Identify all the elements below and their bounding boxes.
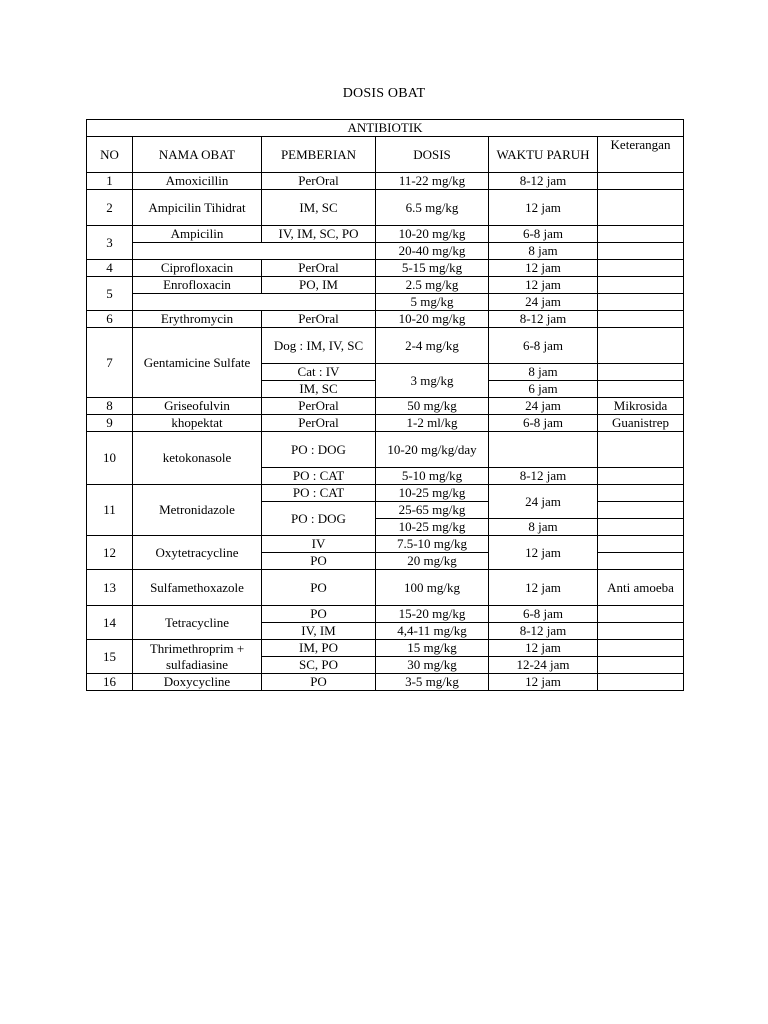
cell-no: 5 — [87, 277, 133, 311]
cell-ket — [598, 674, 684, 691]
cell-dosis: 50 mg/kg — [376, 398, 489, 415]
cell-ket — [598, 190, 684, 226]
cell-waktu: 12-24 jam — [489, 657, 598, 674]
cell-pemberian: IV, IM — [262, 623, 376, 640]
cell-waktu: 6-8 jam — [489, 415, 598, 432]
cell-waktu: 12 jam — [489, 190, 598, 226]
cell-ket — [598, 294, 684, 311]
cell-waktu: 24 jam — [489, 485, 598, 519]
cell-no: 3 — [87, 226, 133, 260]
cell-waktu: 8-12 jam — [489, 468, 598, 485]
cell-ket — [598, 623, 684, 640]
table-row — [87, 260, 684, 277]
table-row — [87, 485, 684, 502]
cell-waktu: 8-12 jam — [489, 623, 598, 640]
header-dosis: DOSIS — [376, 137, 489, 173]
page-title: DOSIS OBAT — [342, 86, 426, 101]
cell-dosis: 6.5 mg/kg — [376, 190, 489, 226]
table-row — [87, 536, 684, 553]
cell-ket — [598, 260, 684, 277]
cell-ket: Mikrosida — [598, 398, 684, 415]
cell-ket — [598, 640, 684, 657]
cell-waktu: 8 jam — [489, 243, 598, 260]
cell-waktu: 6 jam — [489, 381, 598, 398]
cell-nama: Sulfamethoxazole — [133, 570, 262, 606]
cell-dosis: 7.5-10 mg/kg — [376, 536, 489, 553]
cell-dosis: 20 mg/kg — [376, 553, 489, 570]
cell-no: 15 — [87, 640, 133, 674]
cell-no: 12 — [87, 536, 133, 570]
cell-no: 9 — [87, 415, 133, 432]
cell-ket — [598, 311, 684, 328]
cell-no: 6 — [87, 311, 133, 328]
cell-dosis: 4,4-11 mg/kg — [376, 623, 489, 640]
cell-ket — [598, 502, 684, 519]
table-row — [87, 190, 684, 226]
cell-waktu: 8-12 jam — [489, 173, 598, 190]
table-row — [87, 173, 684, 190]
table-row — [87, 226, 684, 243]
cell-nama: Tetracycline — [133, 606, 262, 640]
cell-waktu: 6-8 jam — [489, 328, 598, 364]
cell-nama: Enrofloxacin — [133, 277, 262, 294]
cell-nama: Oxytetracycline — [133, 536, 262, 570]
cell-waktu: 24 jam — [489, 398, 598, 415]
cell-pemberian: PO — [262, 553, 376, 570]
cell-dosis: 100 mg/kg — [376, 570, 489, 606]
cell-dosis: 25-65 mg/kg — [376, 502, 489, 519]
cell-pemberian: PO — [262, 570, 376, 606]
cell-nama: Doxycycline — [133, 674, 262, 691]
cell-dosis: 30 mg/kg — [376, 657, 489, 674]
cell-pemberian: PO, IM — [262, 277, 376, 294]
cell-nama: Erythromycin — [133, 311, 262, 328]
table-row — [87, 606, 684, 623]
cell-waktu: 6-8 jam — [489, 226, 598, 243]
cell-waktu: 12 jam — [489, 640, 598, 657]
header-row — [87, 137, 684, 173]
cell-ket — [598, 226, 684, 243]
header-nama-obat: NAMA OBAT — [133, 137, 262, 173]
cell-dosis: 10-25 mg/kg — [376, 519, 489, 536]
cell-ket — [598, 536, 684, 553]
table-row — [87, 432, 684, 468]
cell-nama: Metronidazole — [133, 485, 262, 536]
cell-pemberian: SC, PO — [262, 657, 376, 674]
cell-pemberian: IM, SC — [262, 190, 376, 226]
table-row — [87, 640, 684, 657]
cell-nama: Griseofulvin — [133, 398, 262, 415]
cell-ket — [598, 277, 684, 294]
cell-nama: Gentamicine Sulfate — [133, 328, 262, 398]
cell-nama: Amoxicillin — [133, 173, 262, 190]
cell-dosis: 2-4 mg/kg — [376, 328, 489, 364]
cell-dosis: 2.5 mg/kg — [376, 277, 489, 294]
cell-no: 1 — [87, 173, 133, 190]
table-row — [87, 294, 684, 311]
cell-empty — [133, 294, 376, 311]
cell-ket — [598, 243, 684, 260]
cell-empty — [133, 243, 376, 260]
cell-waktu: 12 jam — [489, 570, 598, 606]
cell-waktu: 12 jam — [489, 674, 598, 691]
cell-dosis: 10-20 mg/kg/day — [376, 432, 489, 468]
cell-no: 7 — [87, 328, 133, 398]
cell-dosis: 3 mg/kg — [376, 364, 489, 398]
cell-dosis: 3-5 mg/kg — [376, 674, 489, 691]
cell-dosis: 5 mg/kg — [376, 294, 489, 311]
table-row — [87, 674, 684, 691]
cell-nama: Ciprofloxacin — [133, 260, 262, 277]
cell-ket — [598, 173, 684, 190]
cell-pemberian: PerOral — [262, 260, 376, 277]
cell-nama: Thrimethroprim + sulfadiasine — [133, 640, 262, 674]
cell-waktu: 12 jam — [489, 277, 598, 294]
cell-waktu — [489, 432, 598, 468]
cell-pemberian: PO : CAT — [262, 468, 376, 485]
cell-ket: Guanistrep — [598, 415, 684, 432]
cell-dosis: 5-15 mg/kg — [376, 260, 489, 277]
cell-dosis: 15 mg/kg — [376, 640, 489, 657]
cell-waktu: 8 jam — [489, 519, 598, 536]
table-row — [87, 311, 684, 328]
cell-pemberian: PerOral — [262, 398, 376, 415]
cell-dosis: 5-10 mg/kg — [376, 468, 489, 485]
cell-pemberian: IV — [262, 536, 376, 553]
table-row — [87, 415, 684, 432]
cell-no: 16 — [87, 674, 133, 691]
cell-nama: khopektat — [133, 415, 262, 432]
cell-no: 14 — [87, 606, 133, 640]
header-no: NO — [87, 137, 133, 173]
cell-ket: Anti amoeba — [598, 570, 684, 606]
cell-dosis: 20-40 mg/kg — [376, 243, 489, 260]
cell-pemberian: PerOral — [262, 311, 376, 328]
cell-waktu: 24 jam — [489, 294, 598, 311]
cell-dosis: 11-22 mg/kg — [376, 173, 489, 190]
cell-ket — [598, 485, 684, 502]
header-waktu-paruh: WAKTU PARUH — [489, 137, 598, 173]
cell-no: 13 — [87, 570, 133, 606]
cell-waktu: 8-12 jam — [489, 311, 598, 328]
cell-no: 10 — [87, 432, 133, 485]
cell-nama: ketokonasole — [133, 432, 262, 485]
section-row — [87, 120, 684, 137]
cell-pemberian: IV, IM, SC, PO — [262, 226, 376, 243]
header-keterangan: Keterangan — [598, 137, 684, 173]
cell-dosis: 10-20 mg/kg — [376, 226, 489, 243]
cell-ket — [598, 468, 684, 485]
cell-no: 8 — [87, 398, 133, 415]
cell-dosis: 15-20 mg/kg — [376, 606, 489, 623]
table-row — [87, 570, 684, 606]
drug-table — [86, 119, 684, 691]
cell-ket — [598, 553, 684, 570]
cell-waktu: 12 jam — [489, 260, 598, 277]
cell-dosis: 10-25 mg/kg — [376, 485, 489, 502]
cell-no: 2 — [87, 190, 133, 226]
cell-nama: Ampicilin — [133, 226, 262, 243]
cell-pemberian: IM, SC — [262, 381, 376, 398]
cell-ket — [598, 519, 684, 536]
cell-ket — [598, 328, 684, 364]
cell-pemberian: PO : CAT — [262, 485, 376, 502]
cell-ket — [598, 657, 684, 674]
cell-pemberian: Dog : IM, IV, SC — [262, 328, 376, 364]
cell-waktu: 12 jam — [489, 536, 598, 570]
cell-ket — [598, 606, 684, 623]
cell-ket — [598, 381, 684, 398]
cell-ket — [598, 432, 684, 468]
cell-ket — [598, 364, 684, 381]
section-title: ANTIBIOTIK — [87, 120, 684, 137]
cell-no: 4 — [87, 260, 133, 277]
cell-pemberian: PO : DOG — [262, 502, 376, 536]
cell-nama: Ampicilin Tihidrat — [133, 190, 262, 226]
table-row — [87, 328, 684, 364]
cell-pemberian: PO — [262, 606, 376, 623]
cell-waktu: 8 jam — [489, 364, 598, 381]
cell-dosis: 1-2 ml/kg — [376, 415, 489, 432]
cell-pemberian: PO — [262, 674, 376, 691]
header-pemberian: PEMBERIAN — [262, 137, 376, 173]
cell-pemberian: PO : DOG — [262, 432, 376, 468]
table-row — [87, 243, 684, 260]
table-row — [87, 398, 684, 415]
cell-dosis: 10-20 mg/kg — [376, 311, 489, 328]
cell-pemberian: IM, PO — [262, 640, 376, 657]
cell-pemberian: PerOral — [262, 173, 376, 190]
cell-pemberian: Cat : IV — [262, 364, 376, 381]
cell-waktu: 6-8 jam — [489, 606, 598, 623]
table-row — [87, 277, 684, 294]
cell-pemberian: PerOral — [262, 415, 376, 432]
cell-no: 11 — [87, 485, 133, 536]
